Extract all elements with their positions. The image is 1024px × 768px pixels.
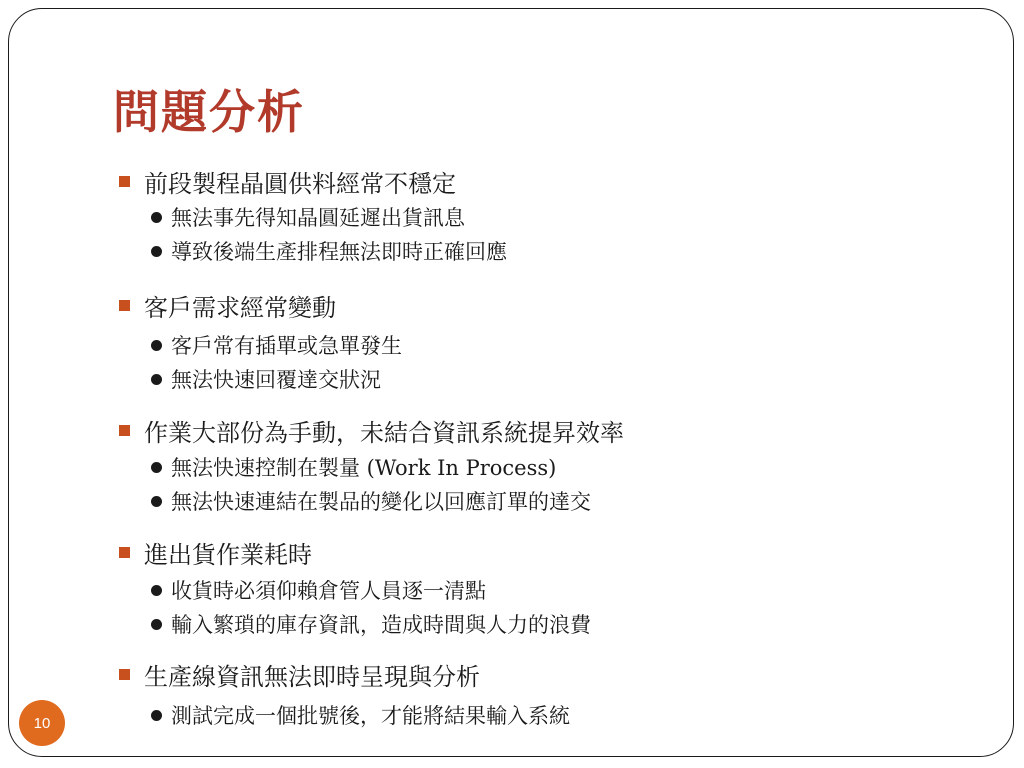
dot-bullet-icon xyxy=(151,585,162,596)
sub-bullet xyxy=(113,364,381,394)
square-bullet-icon xyxy=(119,425,130,436)
sub-bullet-text: 客戶常有插單或急單發生 xyxy=(171,334,402,358)
dot-bullet-icon xyxy=(151,340,162,351)
dot-bullet-icon xyxy=(151,462,162,473)
sub-bullet xyxy=(113,486,591,516)
section-text: 生產線資訊無法即時呈現與分析 xyxy=(144,663,480,691)
sub-bullet xyxy=(113,609,591,639)
sub-bullet xyxy=(113,236,507,266)
slide-title: 問題分析 xyxy=(113,85,305,139)
square-bullet-icon xyxy=(119,547,130,558)
sub-bullet-text: 無法快速回覆達交狀況 xyxy=(171,368,381,392)
sub-bullet-text: 無法快速連結在製品的變化以回應訂單的達交 xyxy=(171,490,591,514)
page-number-badge: 10 xyxy=(19,700,65,746)
dot-bullet-icon xyxy=(151,246,162,257)
sub-bullet xyxy=(113,452,556,482)
sub-bullet-text: 測試完成一個批號後，才能將結果輸入系統 xyxy=(171,704,570,728)
sub-bullet-text: 輸入繁瑣的庫存資訊，造成時間與人力的浪費 xyxy=(171,613,591,637)
sub-bullet xyxy=(113,330,402,360)
section-bullet xyxy=(113,164,456,199)
sub-bullet xyxy=(113,700,570,730)
sub-bullet-text: 收貨時必須仰賴倉管人員逐一清點 xyxy=(171,579,486,603)
sub-bullet-text: 導致後端生產排程無法即時正確回應 xyxy=(171,240,507,264)
section-bullet xyxy=(113,288,336,323)
dot-bullet-icon xyxy=(151,374,162,385)
dot-bullet-icon xyxy=(151,710,162,721)
sub-bullet-text: 無法快速控制在製量 (Work In Process) xyxy=(171,456,557,480)
dot-bullet-icon xyxy=(151,212,162,223)
section-bullet xyxy=(113,657,480,692)
dot-bullet-icon xyxy=(151,496,162,507)
section-bullet xyxy=(113,535,312,570)
sub-bullet xyxy=(113,202,465,232)
section-bullet xyxy=(113,413,624,448)
dot-bullet-icon xyxy=(151,619,162,630)
section-text: 作業大部份為手動，未結合資訊系統提昇效率 xyxy=(144,419,624,447)
square-bullet-icon xyxy=(119,176,130,187)
sub-bullet xyxy=(113,575,486,605)
square-bullet-icon xyxy=(119,669,130,680)
section-text: 進出貨作業耗時 xyxy=(144,541,312,569)
sub-bullet-text: 無法事先得知晶圓延遲出貨訊息 xyxy=(171,206,465,230)
section-text: 前段製程晶圓供料經常不穩定 xyxy=(144,170,456,198)
section-text: 客戶需求經常變動 xyxy=(144,294,336,322)
square-bullet-icon xyxy=(119,300,130,311)
